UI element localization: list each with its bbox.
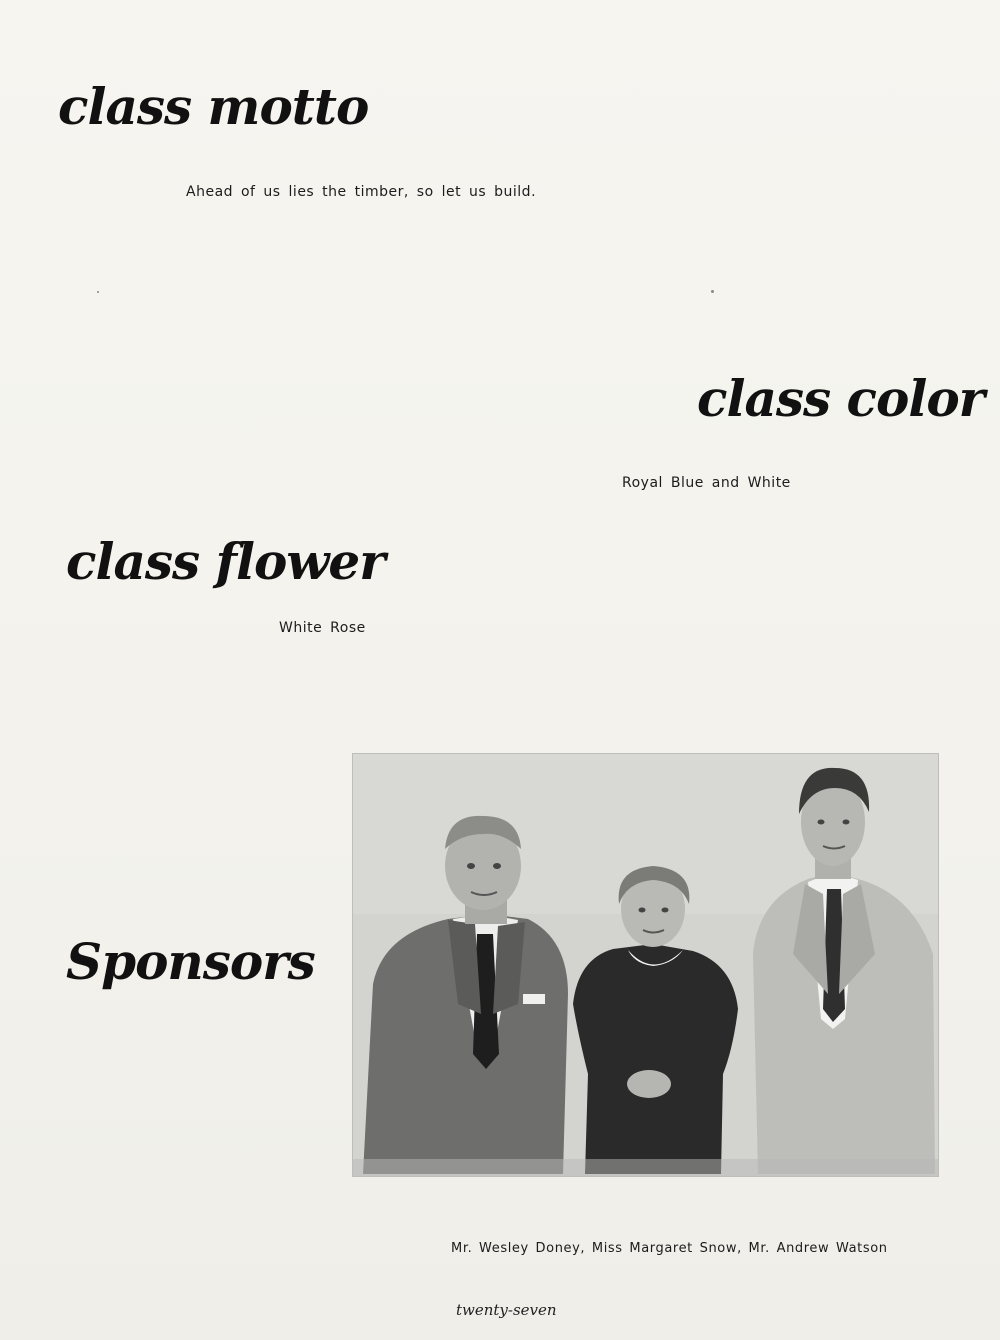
class-motto-heading: class motto bbox=[58, 77, 369, 136]
class-color-heading: class color bbox=[697, 369, 985, 428]
class-color-text: Royal Blue and White bbox=[622, 475, 791, 491]
class-motto-text: Ahead of us lies the timber, so let us build. bbox=[186, 184, 537, 200]
sponsors-photo bbox=[353, 754, 938, 1176]
class-flower-text: White Rose bbox=[279, 620, 366, 636]
sponsors-heading: Sponsors bbox=[66, 932, 315, 991]
sponsors-caption: Mr. Wesley Doney, Miss Margaret Snow, Mr. Andrew Watson bbox=[451, 1241, 888, 1256]
class-flower-heading: class flower bbox=[66, 532, 385, 591]
page-number: twenty-seven bbox=[456, 1301, 557, 1319]
paper-speck bbox=[711, 290, 714, 293]
paper-speck bbox=[97, 291, 99, 293]
